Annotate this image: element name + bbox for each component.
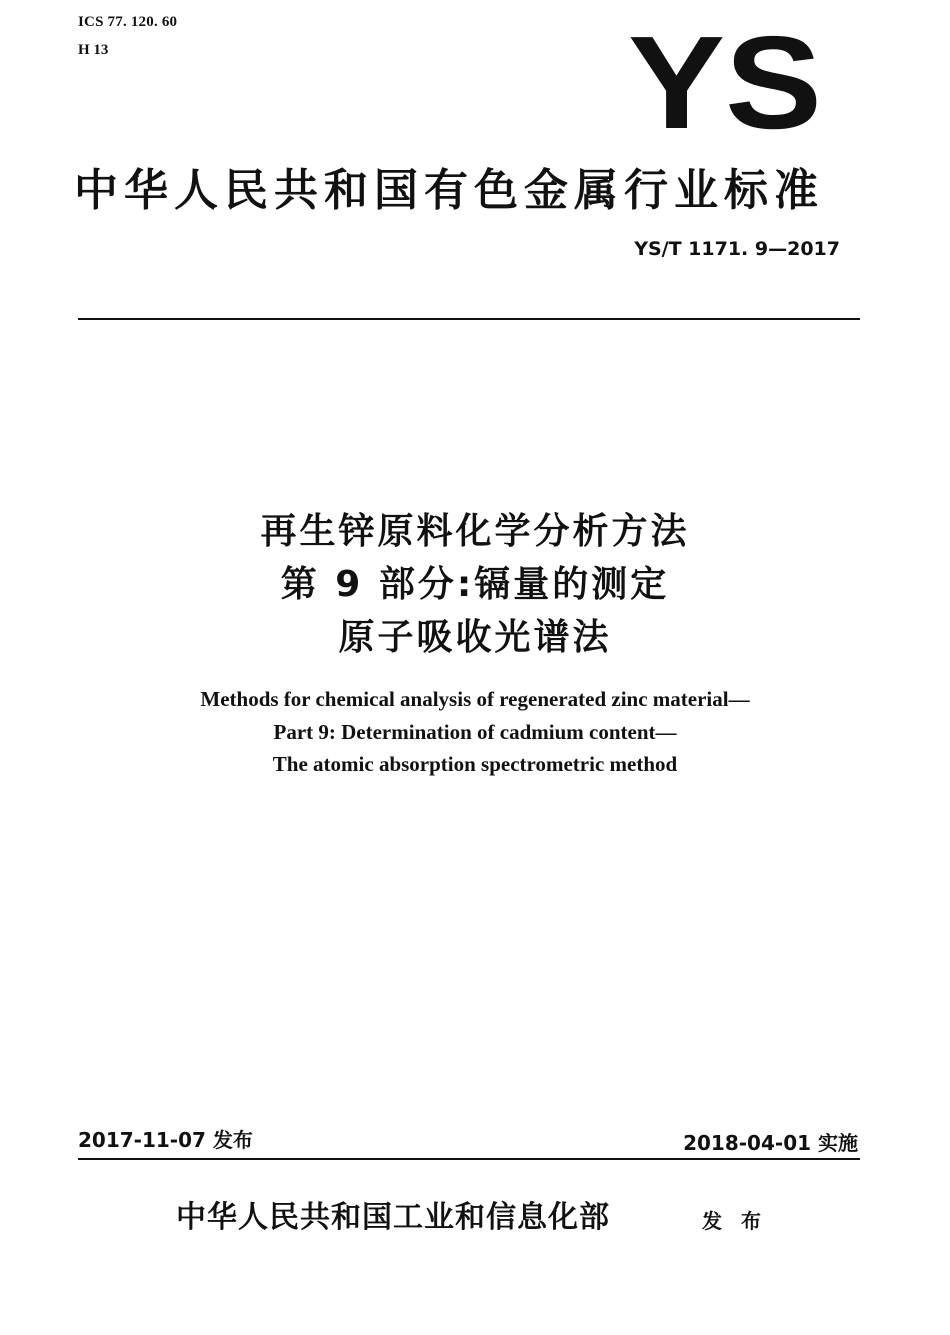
title-zh-line-3: 原子吸收光谱法: [338, 617, 612, 658]
title-en-line-2: Part 9: Determination of cadmium content—: [273, 720, 677, 744]
ys-logo-text: YS: [628, 28, 822, 136]
title-zh-line-1: 再生锌原料化学分析方法: [260, 511, 690, 552]
issued-label: 发 布: [702, 1209, 767, 1233]
title-zh-line-2: 第 9 部分:镉量的测定: [280, 564, 670, 605]
ys-logo: [625, 28, 825, 136]
title-en-line-1: Methods for chemical analysis of regenerated zinc material—: [200, 687, 750, 711]
org-title: 中华人民共和国有色金属行业标准: [74, 165, 824, 216]
issuing-authority: 中华人民共和国工业和信息化部: [176, 1201, 610, 1234]
header-divider: [78, 318, 860, 320]
ics-code: ICS 77. 120. 60: [78, 14, 178, 30]
title-en-line-3: The atomic absorption spectrometric method: [272, 752, 678, 776]
issue-date: 2017-11-07 发布: [78, 1128, 253, 1152]
footer-divider: [78, 1158, 860, 1160]
ccs-code: H 13: [78, 42, 109, 58]
implementation-date: 2018-04-01 实施: [683, 1131, 858, 1155]
standard-number: YS/T 1171. 9—2017: [634, 238, 840, 260]
